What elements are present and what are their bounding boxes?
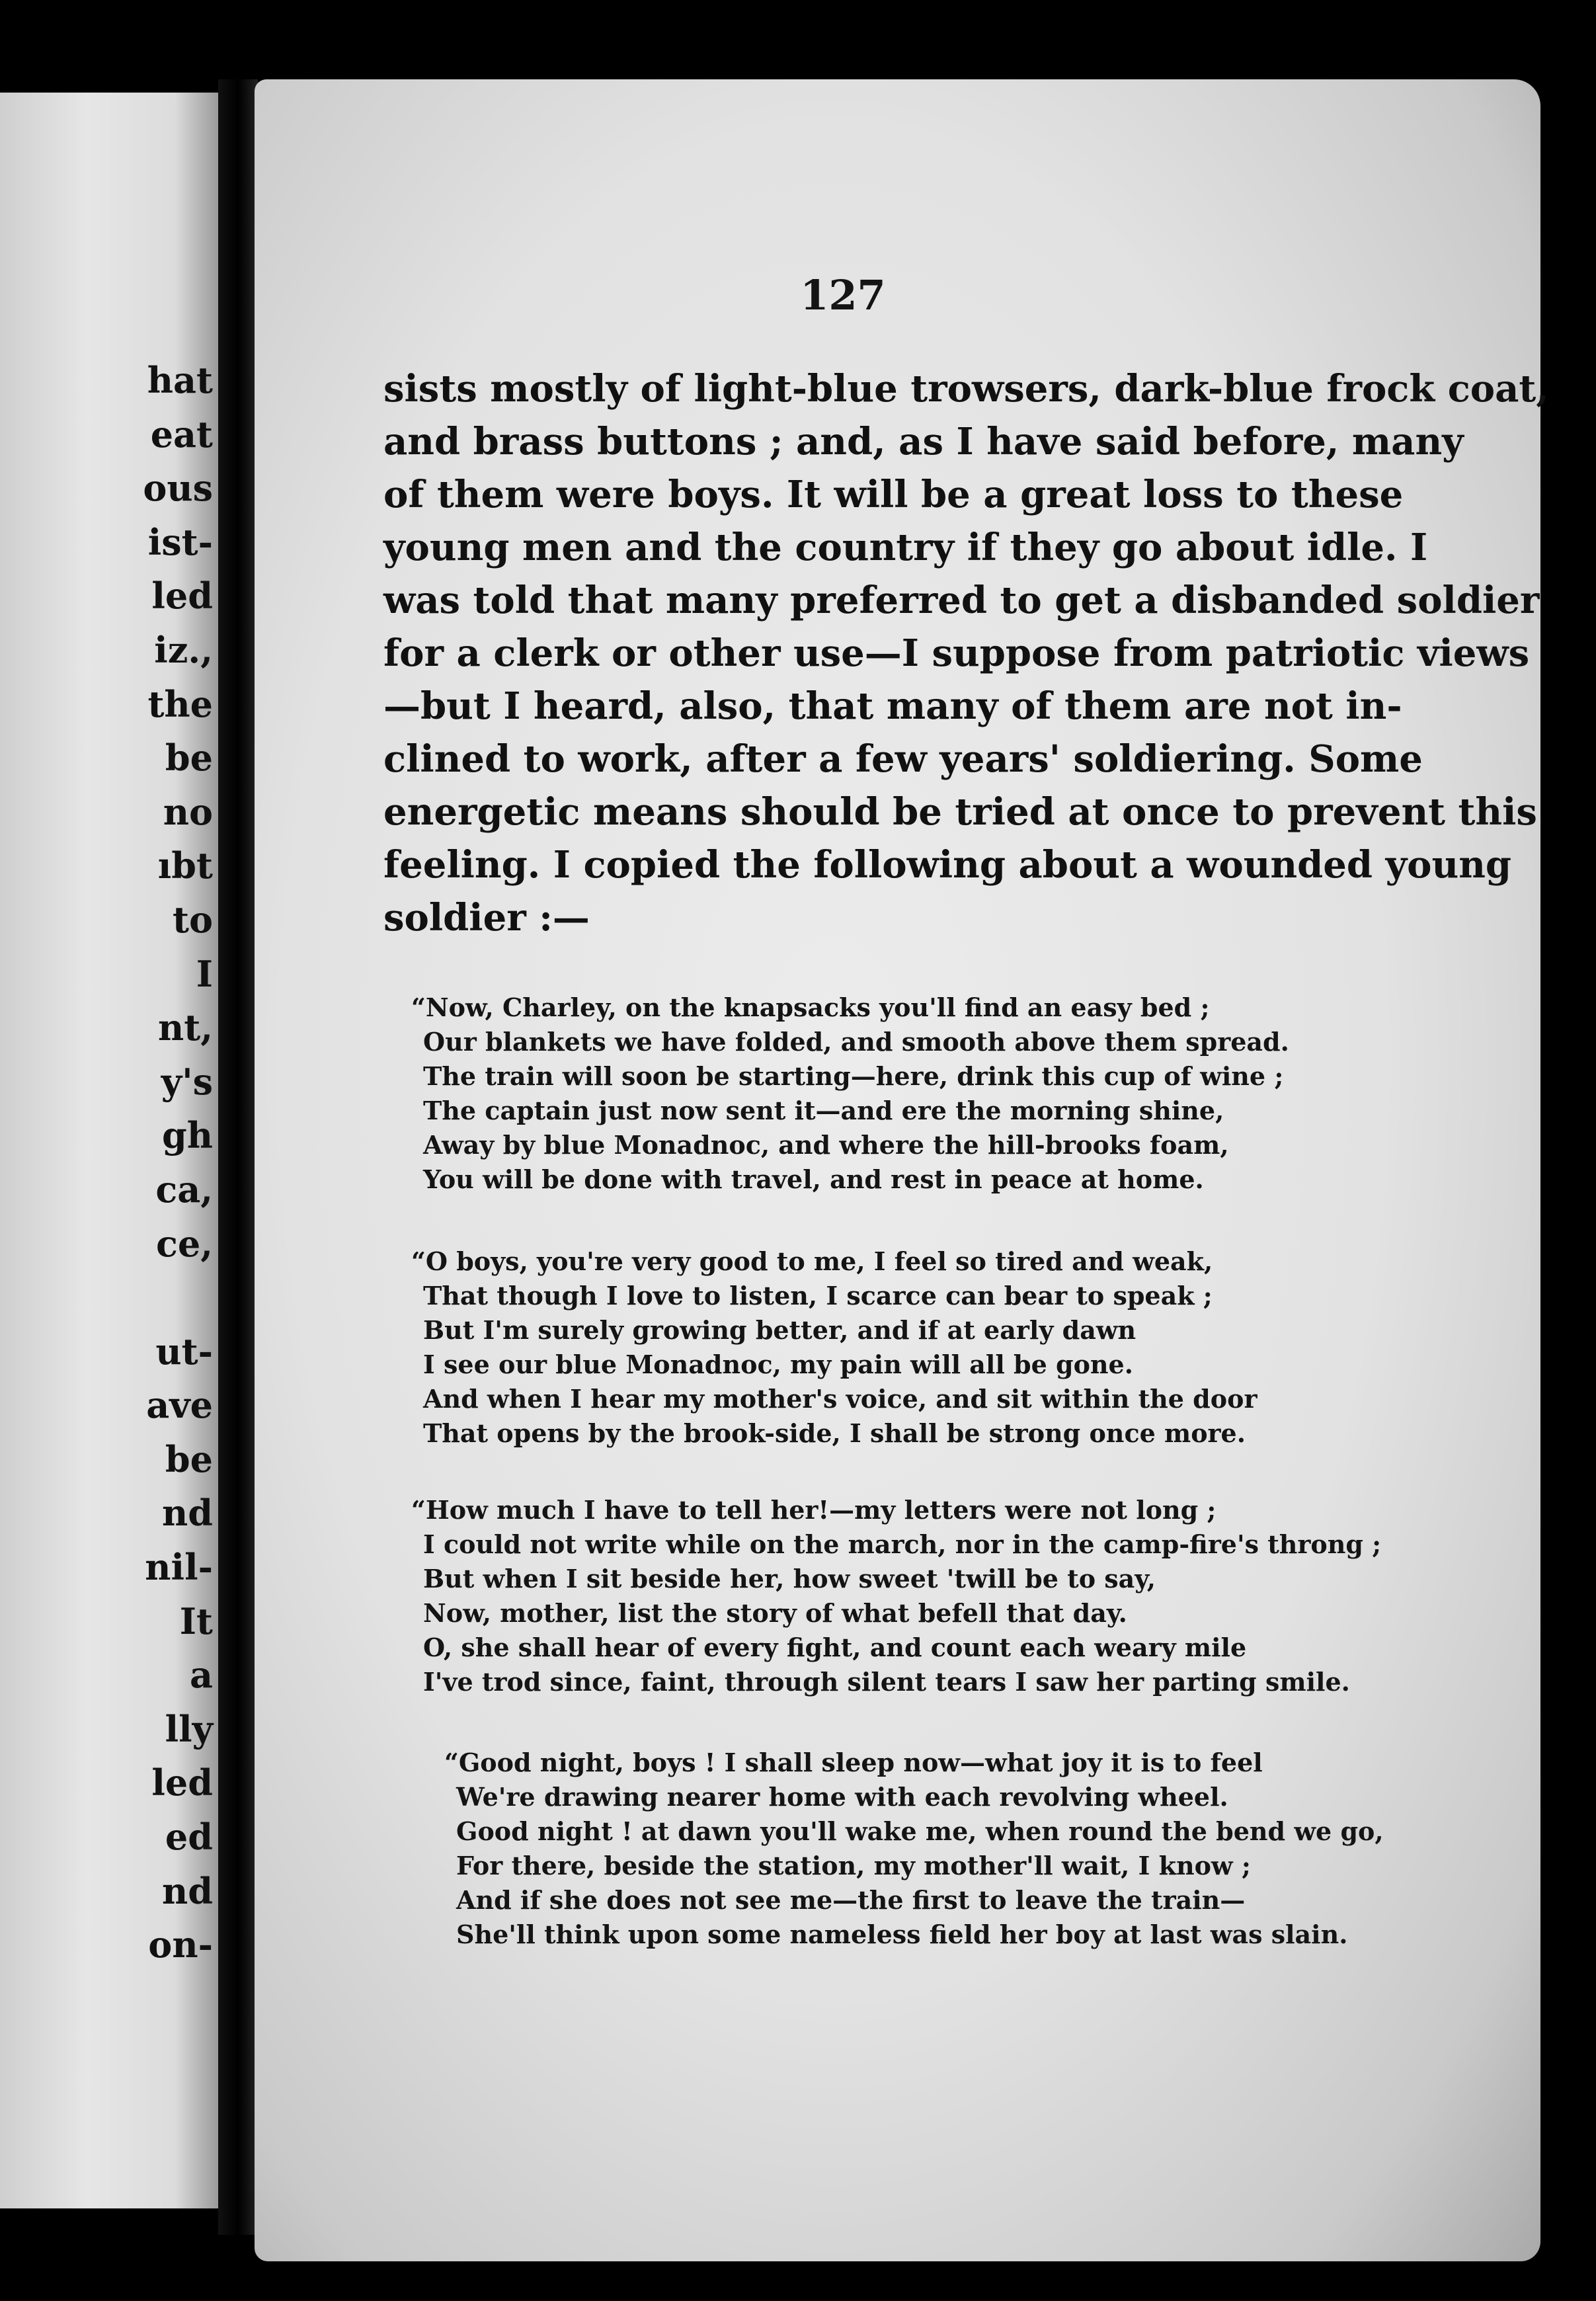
poem-line: You will be done with travel, and rest in peace at home. [423,1164,1204,1194]
fragment-line: ous [143,467,213,510]
poem-line: I could not write while on the march, nor in the camp-fire's throng ; [423,1529,1382,1559]
poem-line: “O boys, you're very good to me, I feel so tired and weak, [411,1246,1213,1276]
fragment-line: y's [161,1060,213,1103]
fragment-line [15,1271,213,1325]
poem-line: “How much I have to tell her!—my letters were not long ; [411,1495,1217,1525]
poem-line: And when I hear my mother's voice, and sit within the door [423,1384,1257,1414]
fragment-line: to [173,898,213,941]
poem-line: That opens by the brook-side, I shall be strong once more. [423,1418,1246,1448]
prose-line: soldier :— [383,896,590,940]
poem-line: We're drawing nearer home with each revolving wheel. [456,1782,1228,1812]
poem-line: That though I love to listen, I scarce can bear to speak ; [423,1281,1213,1311]
fragment-line: lly [165,1707,213,1750]
poem-line: She'll think upon some nameless field her boy at last was slain. [456,1919,1348,1949]
poem-stanza-3 [411,1493,1382,1699]
prose-line: —but I heard, also, that many of them are not in- [383,684,1402,728]
poem-line: O, she shall hear of every fight, and count each weary mile [423,1633,1247,1662]
fragment-line: led [151,575,213,618]
poem-line: I see our blue Monadnoc, my pain will all be gone. [423,1350,1133,1379]
body-paragraph [383,362,1549,944]
fragment-line: It [179,1599,213,1642]
prose-line: feeling. I copied the following about a wounded young [383,843,1512,887]
fragment-line: led [151,1761,213,1804]
previous-page-edge [0,93,218,2208]
poem-line: Away by blue Monadnoc, and where the hill-brooks foam, [423,1130,1229,1160]
prose-line: clined to work, after a few years' soldiering. Some [383,737,1423,781]
poem-stanza-4 [444,1746,1384,1952]
fragment-line: nil- [145,1546,213,1589]
fragment-line: eat [150,413,213,456]
fragment-line: be [165,737,213,780]
poem-line: “Good night, boys ! I shall sleep now—what joy it is to feel [444,1748,1263,1777]
prose-line: of them were boys. It will be a great loss to these [383,473,1404,516]
fragment-line: ıbt [157,844,213,887]
fragment-line: iz., [154,628,213,671]
fragment-line: nd [161,1492,213,1535]
fragment-line: hat [147,359,213,401]
fragment-line: the [147,682,213,725]
poem-line: But I'm surely growing better, and if at early dawn [423,1315,1137,1345]
poem-line: The captain just now sent it—and ere the morning shine, [423,1096,1224,1125]
prose-line: for a clerk or other use—I suppose from patriotic views [383,631,1530,675]
fragment-line: ed [165,1816,213,1859]
fragment-line: nt, [157,1006,213,1049]
fragment-line: ist- [147,520,213,563]
fragment-line: no [163,790,213,833]
poem-line: And if she does not see me—the first to leave the train— [456,1885,1246,1915]
poem-line: Good night ! at dawn you'll wake me, when round the bend we go, [456,1816,1384,1846]
poem-line: But when I sit beside her, how sweet 'twill be to say, [423,1564,1156,1594]
book-gutter [218,79,258,2235]
prose-line: was told that many preferred to get a disbanded soldier [383,579,1540,622]
poem-stanza-1 [411,990,1349,1197]
fragment-line: a [190,1654,213,1697]
fragment-line: ave [146,1384,213,1427]
poem-stanza-2 [411,1244,1349,1451]
fragment-line: on- [148,1923,213,1966]
prose-line: energetic means should be tried at once to prevent this [383,790,1537,834]
prose-line: sists mostly of light-blue trowsers, dark-blue frock coat, [383,367,1549,411]
prose-line: young men and the country if they go about idle. I [383,526,1428,569]
fragment-line: ut- [155,1330,213,1373]
fragment-line: gh [161,1114,213,1157]
prose-line: and brass buttons ; and, as I have said before, many [383,420,1464,464]
fragment-line: nd [161,1869,213,1912]
poem-line: “Now, Charley, on the knapsacks you'll find an easy bed ; [411,992,1210,1022]
page-number: 127 [800,271,886,319]
poem-line: I've trod since, faint, through silent tears I saw her parting smile. [423,1667,1350,1697]
poem-line: For there, beside the station, my mother'll wait, I know ; [456,1851,1251,1880]
fragment-line: ce, [155,1222,213,1265]
fragment-line: I [196,952,213,995]
fragment-line: be [165,1437,213,1480]
poem-line: Now, mother, list the story of what befell that day. [423,1598,1127,1628]
poem-line: The train will soon be starting—here, drink this cup of wine ; [423,1061,1284,1091]
previous-page-line-fragments [15,354,213,1972]
poem-line: Our blankets we have folded, and smooth above them spread. [423,1027,1289,1057]
fragment-line: ca, [155,1168,213,1211]
